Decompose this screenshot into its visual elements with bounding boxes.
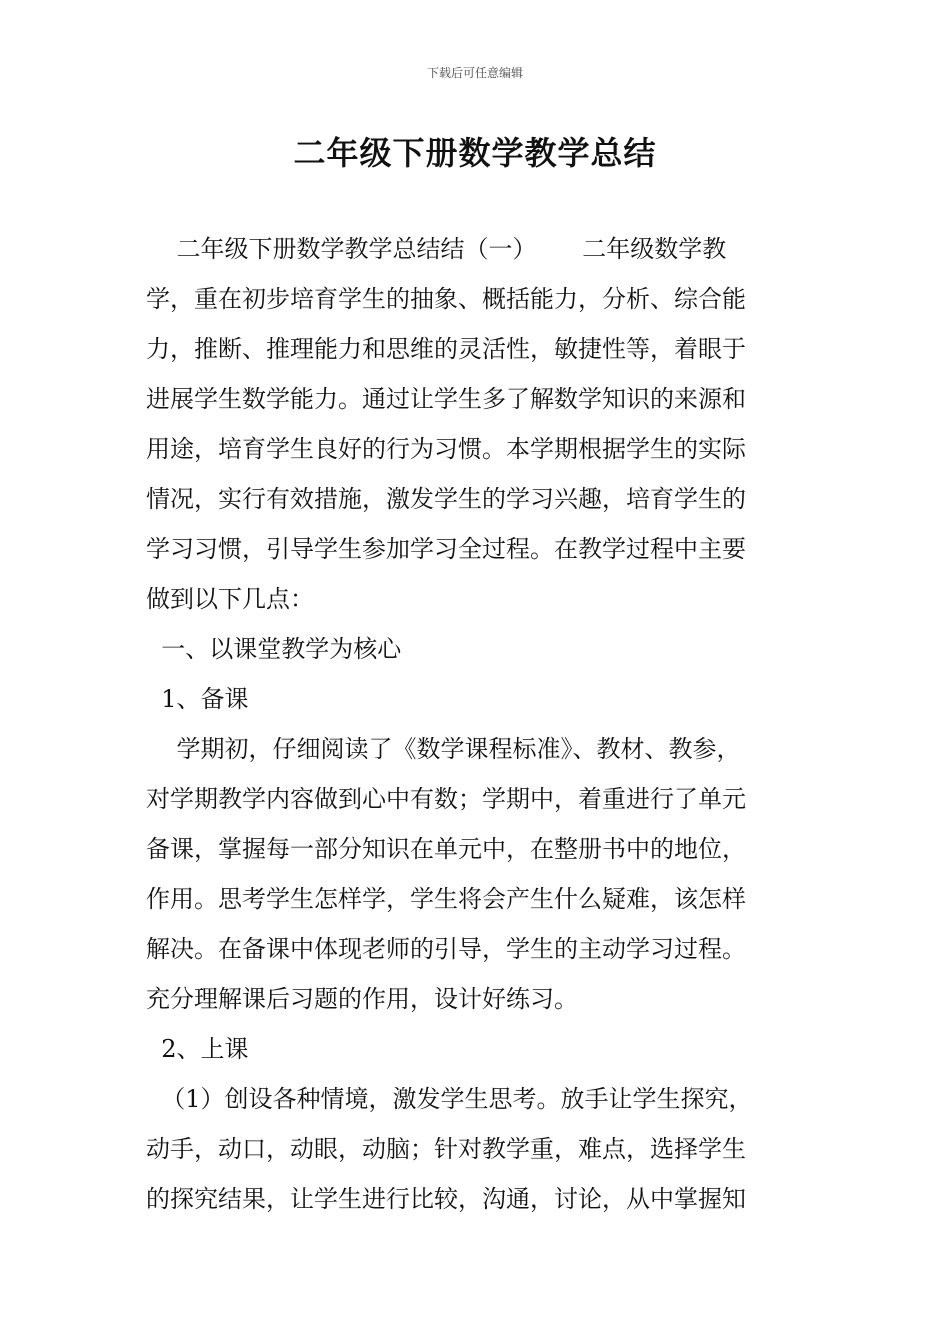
body-line: 解决。在备课中体现老师的引导，学生的主动学习过程。	[146, 935, 746, 963]
body-line: 充分理解课后习题的作用，设计好练习。	[146, 985, 578, 1013]
body-line: 进展学生数学能力。通过让学生多了解数学知识的来源和	[146, 385, 746, 413]
body-line: 情况，实行有效措施，激发学生的学习兴趣，培育学生的	[146, 485, 746, 513]
body-line: 的探究结果，让学生进行比较，沟通，讨论，从中掌握知	[146, 1185, 746, 1213]
body-line: 作用。思考学生怎样学，学生将会产生什么疑难，该怎样	[146, 885, 746, 913]
body-line: 对学期教学内容做到心中有数；学期中，着重进行了单元	[146, 785, 746, 813]
section-heading: 一、以课堂教学为核心	[146, 635, 402, 663]
body-line: 学期初，仔细阅读了《数学课程标准》、教材、教参，	[146, 735, 741, 763]
body-line: （1）创设各种情境，激发学生思考。放手让学生探究，	[146, 1085, 753, 1113]
subsection-heading: 1、备课	[146, 685, 249, 713]
body-line: 学习习惯，引导学生参加学习全过程。在教学过程中主要	[146, 535, 746, 563]
header-watermark: 下载后可任意编辑	[426, 66, 523, 80]
document-title: 二年级下册数学教学总结	[293, 134, 657, 172]
body-line: 用途，培育学生良好的行为习惯。本学期根据学生的实际	[146, 435, 746, 463]
body-line: 学，重在初步培育学生的抽象、概括能力，分析、综合能	[146, 285, 746, 313]
body-line: 做到以下几点：	[146, 585, 314, 613]
body-line: 备课，掌握每一部分知识在单元中，在整册书中的地位，	[146, 835, 746, 863]
body-line: 二年级下册数学教学总结结（一） 二年级数学教	[146, 235, 727, 263]
subsection-heading: 2、上课	[146, 1035, 249, 1063]
body-line: 力，推断、推理能力和思维的灵活性，敏捷性等，着眼于	[146, 335, 746, 363]
body-line: 动手，动口，动眼，动脑；针对教学重，难点，选择学生	[146, 1135, 746, 1163]
